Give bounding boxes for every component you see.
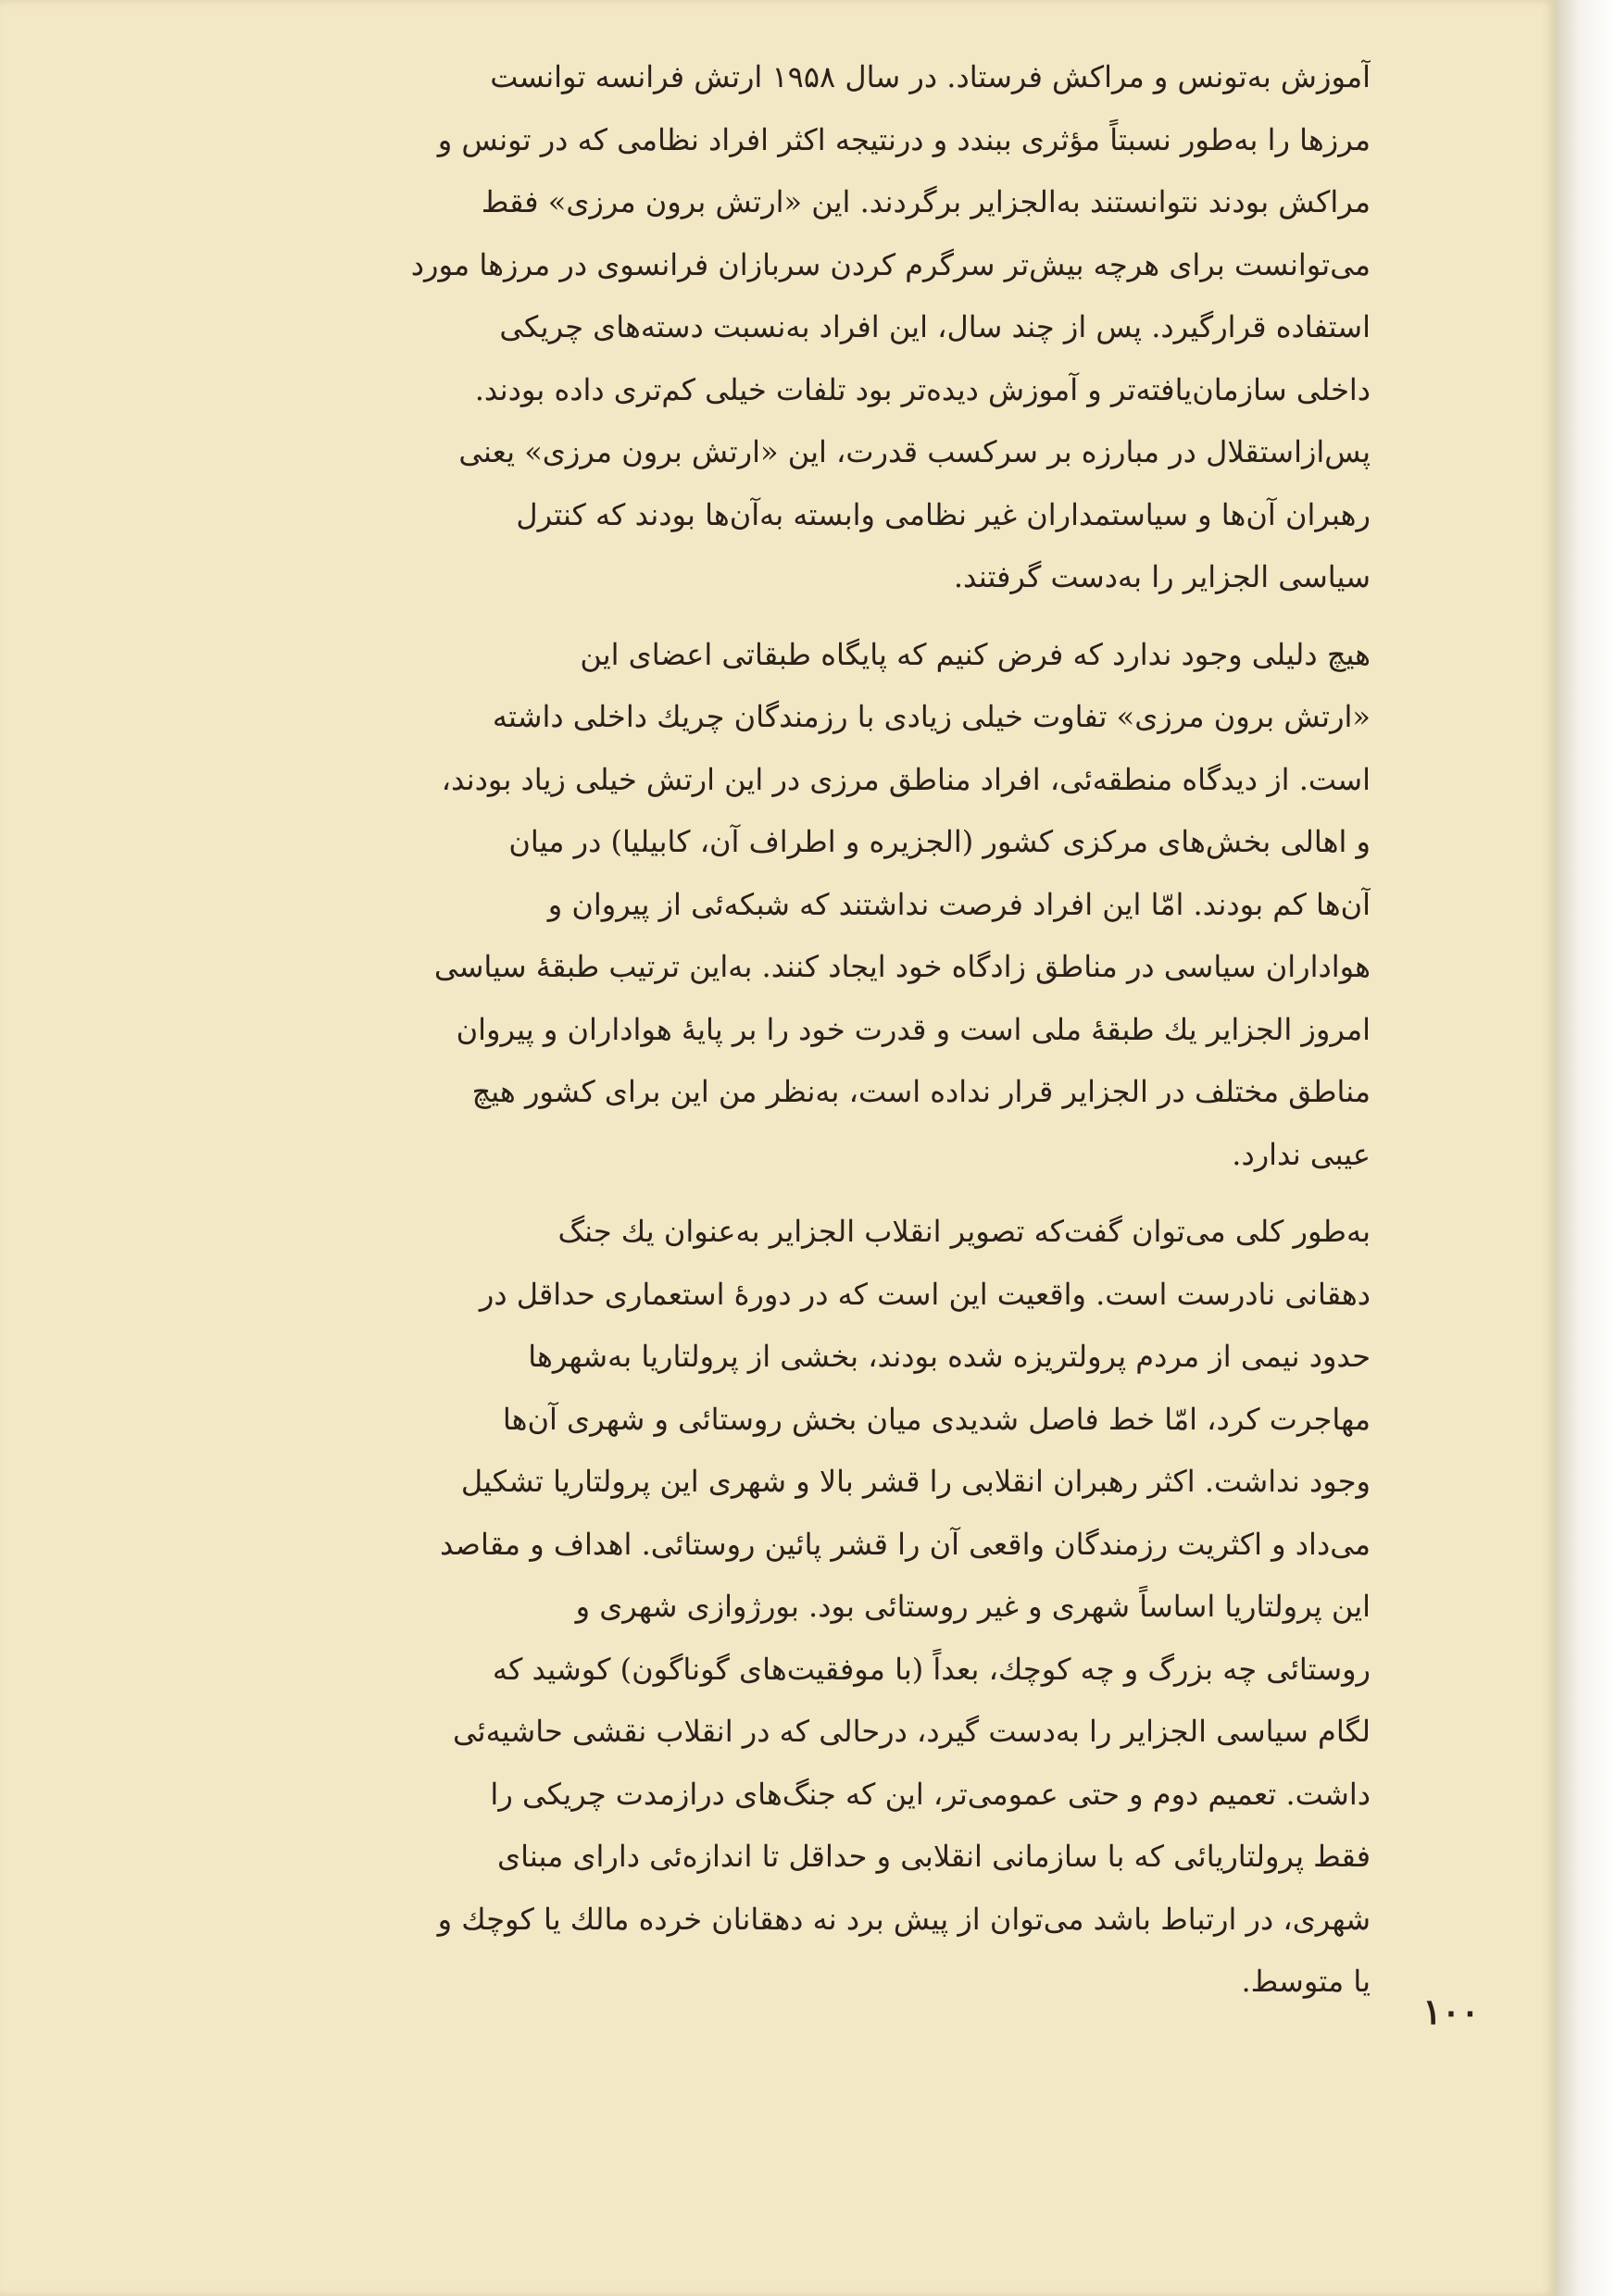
- text-line: آموزش به‌تونس و مراکش فرستاد. در سال ۱۹۵۸ ارتش فرانسه توانست: [490, 59, 1371, 94]
- text-line: مناطق مختلف در الجزایر قرار نداده است، به‌نظر من این برای کشور هیچ: [471, 1074, 1371, 1109]
- text-line: مراکش بودند نتوانستند به‌الجزایر برگردند. این «ارتش برون مرزی» فقط: [481, 184, 1371, 219]
- text-line: وجود نداشت. اکثر رهبران انقلابی را قشر بالا و شهری این پرولتاریا تشکیل: [460, 1464, 1371, 1499]
- text-line: مهاجرت کرد، امّا خط فاصل شدیدی میان بخش روستائی و شهری آن‌ها: [502, 1401, 1371, 1437]
- text-line: امروز الجزایر یك طبقهٔ ملی است و قدرت خود را بر پایهٔ هواداران و پیروان: [456, 1011, 1371, 1047]
- text-line: هیچ دلیلی وجود ندارد که فرض کنیم که پایگاه طبقاتی اعضای این: [580, 636, 1371, 672]
- text-line: آن‌ها کم بودند. امّا این افراد فرصت نداشتند که شبکه‌ئی از پیروان و: [547, 886, 1371, 922]
- body-text: [236, 46, 1371, 2028]
- text-line: هواداران سیاسی در مناطق زادگاه خود ایجاد کنند. به‌این ترتیب طبقهٔ سیاسی: [433, 949, 1371, 984]
- text-line: عیبی ندارد.: [1232, 1136, 1371, 1172]
- text-line: لگام سیاسی الجزایر را به‌دست گیرد، درحالی که در انقلاب نقشی حاشیه‌ئی: [453, 1714, 1371, 1749]
- text-line: این پرولتاریا اساساً شهری و غیر روستائی بود. بورژوازی شهری و: [575, 1589, 1371, 1624]
- text-line: پس‌ازاستقلال در مبارزه بر سرکسب قدرت، این «ارتش برون مرزی» یعنی: [458, 434, 1371, 469]
- paragraph-2: [236, 624, 1371, 1187]
- text-line: دهقانی نادرست است. واقعیت این است که در دورهٔ استعماری حداقل در: [479, 1276, 1371, 1312]
- page-edge: [1556, 0, 1615, 2296]
- text-line: فقط پرولتاریائی که با سازمانی انقلابی و حداقل تا اندازه‌ئی دارای مبنای: [497, 1839, 1371, 1874]
- text-line: یا متوسط.: [1241, 1964, 1371, 1999]
- text-line: سیاسی الجزایر را به‌دست گرفتند.: [953, 559, 1371, 594]
- text-line: شهری، در ارتباط باشد می‌توان از پیش برد نه دهقانان خرده مالك یا کوچك و: [437, 1901, 1371, 1937]
- text-line: حدود نیمی از مردم پرولتریزه شده بودند، بخشی از پرولتاریا به‌شهرها: [528, 1339, 1371, 1374]
- text-line: داشت. تعمیم دوم و حتی عمومی‌تر، این که جنگ‌های درازمدت چریکی را: [490, 1776, 1371, 1812]
- paragraph-3: [236, 1201, 1371, 2014]
- text-line: «ارتش برون مرزی» تفاوت خیلی زیادی با رزمندگان چریك داخلی داشته: [492, 699, 1371, 734]
- paragraph-1: [236, 46, 1371, 609]
- text-line: است. از دیدگاه منطقه‌ئی، افراد مناطق مرزی در این ارتش خیلی زیاد بودند،: [441, 761, 1371, 797]
- text-line: روستائی چه بزرگ و چه کوچك، بعداً (با موفقیت‌های گوناگون) کوشید که: [492, 1651, 1371, 1687]
- text-line: و اهالی بخش‌های مرکزی کشور (الجزیره و اطراف آن، کابیلیا) در میان: [508, 824, 1371, 859]
- text-line: داخلی سازمان‌یافته‌تر و آموزش دیده‌تر بود تلفات خیلی کم‌تری داده بودند.: [474, 371, 1371, 407]
- text-line: مرزها را به‌طور نسبتاً مؤثری ببندد و درنتیجه اکثر افراد نظامی که در تونس و: [437, 121, 1371, 157]
- text-line: می‌داد و اکثریت رزمندگان واقعی آن را قشر پائین روستائی. اهداف و مقاصد: [439, 1526, 1371, 1562]
- text-line: به‌طور کلی می‌توان گفت‌که تصویر انقلاب الجزایر به‌عنوان یك جنگ: [557, 1214, 1371, 1249]
- page-number: ۱۰۰: [1422, 1990, 1480, 2032]
- text-line: می‌توانست برای هرچه بیش‌تر سرگرم کردن سربازان فرانسوی در مرزها مورد: [410, 246, 1371, 282]
- text-line: استفاده قرارگیرد. پس از چند سال، این افراد به‌نسبت دسته‌های چریکی: [499, 309, 1371, 344]
- text-line: رهبران آن‌ها و سیاستمداران غیر نظامی وابسته به‌آن‌ها بودند که کنترل: [516, 496, 1371, 532]
